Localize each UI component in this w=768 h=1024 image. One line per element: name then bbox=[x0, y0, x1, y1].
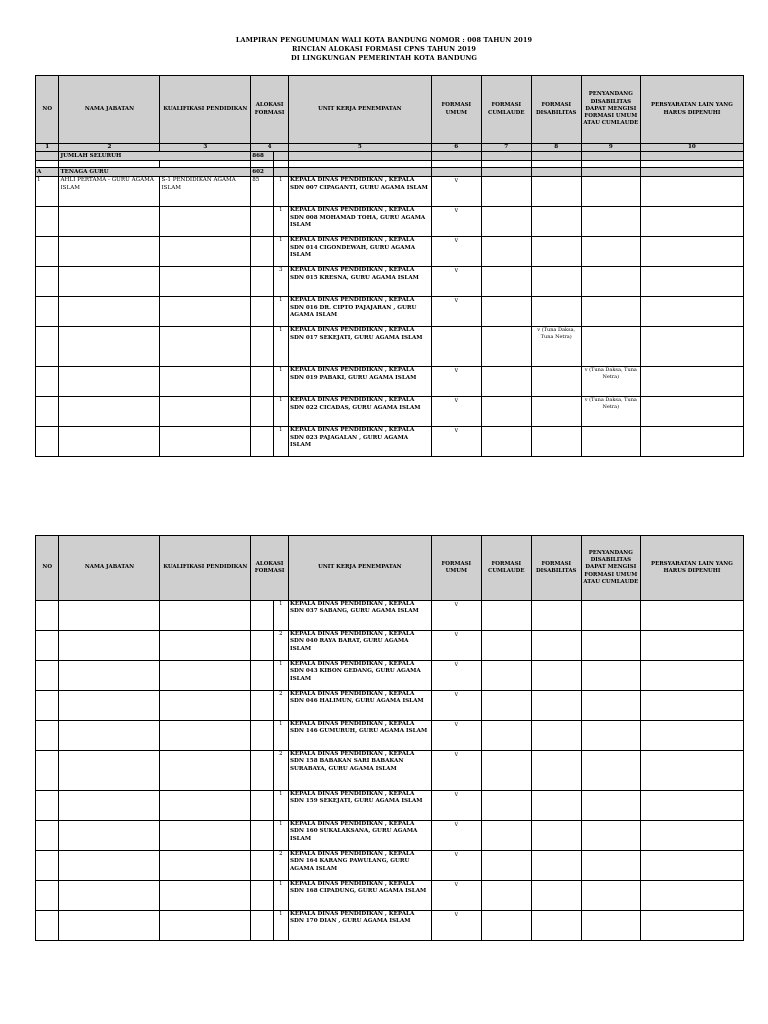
row-formasi-disabilitas bbox=[531, 267, 581, 297]
total-row bbox=[36, 152, 744, 161]
row-formasi-disabilitas bbox=[531, 751, 581, 791]
row-qualification bbox=[160, 427, 251, 457]
row-formasi-disabilitas bbox=[531, 631, 581, 661]
table-row bbox=[36, 237, 744, 267]
row-formasi-disabilitas bbox=[531, 911, 581, 941]
row-allocation bbox=[251, 821, 273, 851]
row-job-name bbox=[59, 911, 160, 941]
row-unit-kerja: KEPALA DINAS PENDIDIKAN , KEPALA SDN 170 DIAN , GURU AGAMA ISLAM bbox=[288, 911, 431, 941]
row-qualification bbox=[160, 297, 251, 327]
row-unit-kerja: KEPALA DINAS PENDIDIKAN , KEPALA SDN 146 GUMURUH, GURU AGAMA ISLAM bbox=[288, 721, 431, 751]
row-formasi-umum: v bbox=[431, 207, 481, 237]
row-formasi-umum: v bbox=[431, 721, 481, 751]
row-qualification bbox=[160, 631, 251, 661]
row-job-name bbox=[59, 791, 160, 821]
row-persyaratan bbox=[640, 327, 743, 367]
row-formasi-cumlaude bbox=[481, 327, 531, 367]
row-unit-kerja: KEPALA DINAS PENDIDIKAN , KEPALA SDN 046 HALIMUN, GURU AGAMA ISLAM bbox=[288, 691, 431, 721]
table-header-row bbox=[36, 536, 744, 601]
row-persyaratan bbox=[640, 397, 743, 427]
row-persyaratan bbox=[640, 721, 743, 751]
row-formasi-cumlaude bbox=[481, 791, 531, 821]
group-row bbox=[36, 168, 744, 177]
row-job-name bbox=[59, 751, 160, 791]
table-row bbox=[36, 601, 744, 631]
row-formasi-disabilitas bbox=[531, 207, 581, 237]
row-no bbox=[36, 631, 59, 661]
table-row bbox=[36, 367, 744, 397]
row-penyandang-disabilitas bbox=[581, 911, 640, 941]
row-formasi-umum: v bbox=[431, 297, 481, 327]
row-no bbox=[36, 397, 59, 427]
row-formasi-umum: v bbox=[431, 427, 481, 457]
row-formasi-disabilitas bbox=[531, 427, 581, 457]
row-qualification bbox=[160, 751, 251, 791]
row-job-name bbox=[59, 367, 160, 397]
formation-table-page-2 bbox=[35, 535, 744, 941]
row-persyaratan bbox=[640, 427, 743, 457]
col-header-alokasi: ALOKASI FORMASI bbox=[251, 536, 289, 601]
row-unit-kerja: KEPALA DINAS PENDIDIKAN , KEPALA SDN 007 CIPAGANTI, GURU AGAMA ISLAM bbox=[288, 177, 431, 207]
document-title-line-3: DI LINGKUNGAN PEMERINTAH KOTA BANDUNG bbox=[290, 54, 478, 62]
row-penyandang-disabilitas: v (Tuna Daksa, Tuna Netra) bbox=[581, 397, 640, 427]
col-header-formasi-umum: FORMASI UMUM bbox=[431, 76, 481, 144]
table-row bbox=[36, 267, 744, 297]
row-unit-kerja: KEPALA DINAS PENDIDIKAN , KEPALA SDN 014 CIGONDEWAH, GURU AGAMA ISLAM bbox=[288, 237, 431, 267]
row-unit-kerja: KEPALA DINAS PENDIDIKAN , KEPALA SDN 168 CIPADUNG, GURU AGAMA ISLAM bbox=[288, 881, 431, 911]
row-formasi-cumlaude bbox=[481, 721, 531, 751]
row-allocation bbox=[251, 791, 273, 821]
row-persyaratan bbox=[640, 177, 743, 207]
row-formasi-umum: v bbox=[431, 267, 481, 297]
col-header-formasi-disabilitas: FORMASI DISABILITAS bbox=[531, 76, 581, 144]
row-formasi-umum: v bbox=[431, 661, 481, 691]
row-job-name bbox=[59, 207, 160, 237]
column-number-row bbox=[36, 144, 744, 152]
row-formasi-cumlaude bbox=[481, 821, 531, 851]
table-row bbox=[36, 751, 744, 791]
row-formasi-cumlaude bbox=[481, 297, 531, 327]
row-formasi-umum: v bbox=[431, 367, 481, 397]
spacer-row bbox=[36, 161, 744, 168]
row-unit-kerja: KEPALA DINAS PENDIDIKAN , KEPALA SDN 043 KIBON GEDANG, GURU AGAMA ISLAM bbox=[288, 661, 431, 691]
table-header-row bbox=[36, 76, 744, 144]
total-value: 868 bbox=[251, 152, 273, 161]
row-allocation bbox=[251, 327, 273, 367]
table-row bbox=[36, 791, 744, 821]
row-allocation bbox=[251, 691, 273, 721]
row-allocation bbox=[251, 751, 273, 791]
row-unit-kerja: KEPALA DINAS PENDIDIKAN , KEPALA SDN 017 SEKEJATI, GURU AGAMA ISLAM bbox=[288, 327, 431, 367]
row-no: 1 bbox=[36, 177, 59, 207]
row-allocation bbox=[251, 207, 273, 237]
col-header-unit-kerja: UNIT KERJA PENEMPATAN bbox=[288, 76, 431, 144]
row-allocation bbox=[251, 631, 273, 661]
row-persyaratan bbox=[640, 661, 743, 691]
row-persyaratan bbox=[640, 911, 743, 941]
row-count: 1 bbox=[273, 427, 288, 457]
row-penyandang-disabilitas bbox=[581, 851, 640, 881]
row-formasi-disabilitas bbox=[531, 821, 581, 851]
col-number: 3 bbox=[160, 144, 251, 152]
col-header-no: NO bbox=[36, 536, 59, 601]
row-formasi-cumlaude bbox=[481, 267, 531, 297]
col-header-formasi-cumlaude: FORMASI CUMLAUDE bbox=[481, 76, 531, 144]
table-row bbox=[36, 691, 744, 721]
row-job-name bbox=[59, 691, 160, 721]
row-penyandang-disabilitas bbox=[581, 881, 640, 911]
row-qualification bbox=[160, 721, 251, 751]
table-row bbox=[36, 851, 744, 881]
row-formasi-cumlaude bbox=[481, 851, 531, 881]
table-row bbox=[36, 177, 744, 207]
row-job-name bbox=[59, 851, 160, 881]
row-qualification bbox=[160, 791, 251, 821]
col-number: 7 bbox=[481, 144, 531, 152]
table-row bbox=[36, 397, 744, 427]
row-formasi-umum: v bbox=[431, 177, 481, 207]
row-formasi-disabilitas bbox=[531, 237, 581, 267]
table-row bbox=[36, 207, 744, 237]
row-no bbox=[36, 691, 59, 721]
row-allocation bbox=[251, 267, 273, 297]
row-no bbox=[36, 427, 59, 457]
row-formasi-disabilitas bbox=[531, 177, 581, 207]
row-unit-kerja: KEPALA DINAS PENDIDIKAN , KEPALA SDN 159 SEKEJATI, GURU AGAMA ISLAM bbox=[288, 791, 431, 821]
row-allocation bbox=[251, 661, 273, 691]
row-job-name bbox=[59, 631, 160, 661]
row-formasi-cumlaude bbox=[481, 691, 531, 721]
row-qualification bbox=[160, 327, 251, 367]
row-formasi-disabilitas: v (Tuna Daksa, Tuna Netra) bbox=[531, 327, 581, 367]
row-penyandang-disabilitas bbox=[581, 661, 640, 691]
row-job-name bbox=[59, 721, 160, 751]
row-persyaratan bbox=[640, 851, 743, 881]
row-formasi-umum: v bbox=[431, 881, 481, 911]
table-row bbox=[36, 327, 744, 367]
row-job-name bbox=[59, 821, 160, 851]
row-persyaratan bbox=[640, 601, 743, 631]
row-penyandang-disabilitas bbox=[581, 327, 640, 367]
table-1-body bbox=[36, 177, 744, 457]
row-count: 1 bbox=[273, 661, 288, 691]
row-formasi-cumlaude bbox=[481, 397, 531, 427]
row-count: 1 bbox=[273, 601, 288, 631]
row-formasi-cumlaude bbox=[481, 237, 531, 267]
row-qualification bbox=[160, 601, 251, 631]
row-penyandang-disabilitas bbox=[581, 177, 640, 207]
row-job-name: AHLI PERTAMA - GURU AGAMA ISLAM bbox=[59, 177, 160, 207]
row-allocation bbox=[251, 297, 273, 327]
row-count: 1 bbox=[273, 911, 288, 941]
row-count: 1 bbox=[273, 327, 288, 367]
col-number: 8 bbox=[531, 144, 581, 152]
row-formasi-umum: v bbox=[431, 821, 481, 851]
col-number: 2 bbox=[59, 144, 160, 152]
row-no bbox=[36, 721, 59, 751]
row-job-name bbox=[59, 397, 160, 427]
row-formasi-umum: v bbox=[431, 751, 481, 791]
row-qualification bbox=[160, 207, 251, 237]
document-title-line-2: RINCIAN ALOKASI FORMASI CPNS TAHUN 2019 bbox=[292, 45, 476, 53]
row-persyaratan bbox=[640, 367, 743, 397]
row-persyaratan bbox=[640, 267, 743, 297]
row-unit-kerja: KEPALA DINAS PENDIDIKAN , KEPALA SDN 164 KARANG PAWULANG, GURU AGAMA ISLAM bbox=[288, 851, 431, 881]
row-count: 1 bbox=[273, 397, 288, 427]
col-header-formasi-disabilitas: FORMASI DISABILITAS bbox=[531, 536, 581, 601]
row-formasi-disabilitas bbox=[531, 661, 581, 691]
row-allocation bbox=[251, 397, 273, 427]
col-header-persyaratan: PERSYARATAN LAIN YANG HARUS DIPENUHI bbox=[640, 76, 743, 144]
row-formasi-disabilitas bbox=[531, 601, 581, 631]
col-number: 10 bbox=[640, 144, 743, 152]
table-row bbox=[36, 297, 744, 327]
col-header-penyandang-disabilitas: PENYANDANG DISABILITAS DAPAT MENGISI FORMASI UMUM ATAU CUMLAUDE bbox=[581, 536, 640, 601]
row-qualification bbox=[160, 881, 251, 911]
row-job-name bbox=[59, 237, 160, 267]
row-penyandang-disabilitas bbox=[581, 721, 640, 751]
row-formasi-umum: v bbox=[431, 601, 481, 631]
table-row bbox=[36, 911, 744, 941]
row-count: 1 bbox=[273, 721, 288, 751]
row-penyandang-disabilitas bbox=[581, 207, 640, 237]
group-value: 602 bbox=[251, 168, 273, 177]
row-allocation bbox=[251, 881, 273, 911]
row-formasi-cumlaude bbox=[481, 911, 531, 941]
row-allocation: 85 bbox=[251, 177, 273, 207]
row-allocation bbox=[251, 237, 273, 267]
row-qualification bbox=[160, 397, 251, 427]
row-qualification bbox=[160, 237, 251, 267]
row-persyaratan bbox=[640, 631, 743, 661]
row-formasi-cumlaude bbox=[481, 367, 531, 397]
row-job-name bbox=[59, 297, 160, 327]
row-penyandang-disabilitas bbox=[581, 237, 640, 267]
row-qualification bbox=[160, 661, 251, 691]
document-title-line-1: LAMPIRAN PENGUMUMAN WALI KOTA BANDUNG NOMOR : 008 TAHUN 2019 bbox=[235, 36, 533, 44]
row-no bbox=[36, 207, 59, 237]
row-persyaratan bbox=[640, 297, 743, 327]
row-unit-kerja: KEPALA DINAS PENDIDIKAN , KEPALA SDN 019 PABAKI, GURU AGAMA ISLAM bbox=[288, 367, 431, 397]
row-penyandang-disabilitas bbox=[581, 751, 640, 791]
row-persyaratan bbox=[640, 791, 743, 821]
row-persyaratan bbox=[640, 237, 743, 267]
formation-table-page-1 bbox=[35, 75, 744, 457]
row-allocation bbox=[251, 427, 273, 457]
row-penyandang-disabilitas bbox=[581, 601, 640, 631]
row-penyandang-disabilitas: v (Tuna Daksa, Tuna Netra) bbox=[581, 367, 640, 397]
row-penyandang-disabilitas bbox=[581, 297, 640, 327]
row-formasi-disabilitas bbox=[531, 881, 581, 911]
row-formasi-umum: v bbox=[431, 631, 481, 661]
row-count: 1 bbox=[273, 367, 288, 397]
col-number: 4 bbox=[251, 144, 289, 152]
row-formasi-umum: v bbox=[431, 791, 481, 821]
row-job-name bbox=[59, 427, 160, 457]
row-formasi-umum: v bbox=[431, 691, 481, 721]
table-2-body bbox=[36, 601, 744, 941]
row-qualification bbox=[160, 691, 251, 721]
row-formasi-disabilitas bbox=[531, 791, 581, 821]
row-count: 1 bbox=[273, 237, 288, 267]
row-no bbox=[36, 881, 59, 911]
row-allocation bbox=[251, 721, 273, 751]
row-formasi-disabilitas bbox=[531, 691, 581, 721]
row-qualification bbox=[160, 911, 251, 941]
row-formasi-umum: v bbox=[431, 851, 481, 881]
group-label: TENAGA GURU bbox=[59, 168, 251, 177]
row-allocation bbox=[251, 851, 273, 881]
row-no bbox=[36, 327, 59, 367]
row-no bbox=[36, 911, 59, 941]
row-formasi-umum bbox=[431, 327, 481, 367]
row-formasi-umum: v bbox=[431, 237, 481, 267]
row-unit-kerja: KEPALA DINAS PENDIDIKAN , KEPALA SDN 022 CICADAS, GURU AGAMA ISLAM bbox=[288, 397, 431, 427]
row-no bbox=[36, 661, 59, 691]
row-no bbox=[36, 267, 59, 297]
row-allocation bbox=[251, 601, 273, 631]
row-no bbox=[36, 297, 59, 327]
group-letter: A bbox=[36, 168, 59, 177]
row-count: 1 bbox=[273, 177, 288, 207]
table-row bbox=[36, 721, 744, 751]
row-formasi-cumlaude bbox=[481, 631, 531, 661]
table-row bbox=[36, 881, 744, 911]
col-header-penyandang-disabilitas: PENYANDANG DISABILITAS DAPAT MENGISI FORMASI UMUM ATAU CUMLAUDE bbox=[581, 76, 640, 144]
row-qualification bbox=[160, 267, 251, 297]
row-unit-kerja: KEPALA DINAS PENDIDIKAN , KEPALA SDN 158 BABAKAN SARI BABAKAN SURABAYA, GURU AGAMA ISLAM bbox=[288, 751, 431, 791]
row-unit-kerja: KEPALA DINAS PENDIDIKAN , KEPALA SDN 015 KRESNA, GURU AGAMA ISLAM bbox=[288, 267, 431, 297]
row-job-name bbox=[59, 881, 160, 911]
row-formasi-disabilitas bbox=[531, 297, 581, 327]
row-job-name bbox=[59, 661, 160, 691]
row-count: 2 bbox=[273, 691, 288, 721]
row-formasi-umum: v bbox=[431, 911, 481, 941]
total-label: JUMLAH SELURUH bbox=[59, 152, 251, 161]
table-row bbox=[36, 661, 744, 691]
row-no bbox=[36, 237, 59, 267]
col-header-no: NO bbox=[36, 76, 59, 144]
row-unit-kerja: KEPALA DINAS PENDIDIKAN , KEPALA SDN 040 RAYA BARAT, GURU AGAMA ISLAM bbox=[288, 631, 431, 661]
table-row bbox=[36, 427, 744, 457]
row-no bbox=[36, 821, 59, 851]
col-number: 1 bbox=[36, 144, 59, 152]
row-no bbox=[36, 751, 59, 791]
table-row bbox=[36, 631, 744, 661]
row-formasi-disabilitas bbox=[531, 367, 581, 397]
col-number: 9 bbox=[581, 144, 640, 152]
table-row bbox=[36, 821, 744, 851]
row-qualification bbox=[160, 821, 251, 851]
row-count: 1 bbox=[273, 821, 288, 851]
row-penyandang-disabilitas bbox=[581, 427, 640, 457]
col-header-formasi-cumlaude: FORMASI CUMLAUDE bbox=[481, 536, 531, 601]
col-header-kualifikasi: KUALIFIKASI PENDIDIKAN bbox=[160, 76, 251, 144]
row-job-name bbox=[59, 327, 160, 367]
col-number: 5 bbox=[288, 144, 431, 152]
row-persyaratan bbox=[640, 821, 743, 851]
row-formasi-cumlaude bbox=[481, 207, 531, 237]
col-header-formasi-umum: FORMASI UMUM bbox=[431, 536, 481, 601]
row-unit-kerja: KEPALA DINAS PENDIDIKAN , KEPALA SDN 037 SABANG, GURU AGAMA ISLAM bbox=[288, 601, 431, 631]
row-persyaratan bbox=[640, 691, 743, 721]
row-penyandang-disabilitas bbox=[581, 791, 640, 821]
row-formasi-cumlaude bbox=[481, 751, 531, 791]
col-header-nama-jabatan: NAMA JABATAN bbox=[59, 76, 160, 144]
row-no bbox=[36, 791, 59, 821]
col-header-kualifikasi: KUALIFIKASI PENDIDIKAN bbox=[160, 536, 251, 601]
row-penyandang-disabilitas bbox=[581, 821, 640, 851]
row-unit-kerja: KEPALA DINAS PENDIDIKAN , KEPALA SDN 160 SUKALAKSANA, GURU AGAMA ISLAM bbox=[288, 821, 431, 851]
row-count: 1 bbox=[273, 297, 288, 327]
row-penyandang-disabilitas bbox=[581, 691, 640, 721]
row-qualification bbox=[160, 851, 251, 881]
row-no bbox=[36, 601, 59, 631]
col-number: 6 bbox=[431, 144, 481, 152]
row-count: 3 bbox=[273, 267, 288, 297]
col-header-persyaratan: PERSYARATAN LAIN YANG HARUS DIPENUHI bbox=[640, 536, 743, 601]
row-count: 2 bbox=[273, 751, 288, 791]
row-qualification: S-1 PENDIDIKAN AGAMA ISLAM bbox=[160, 177, 251, 207]
row-unit-kerja: KEPALA DINAS PENDIDIKAN , KEPALA SDN 016 DR. CIPTO PAJAJARAN , GURU AGAMA ISLAM bbox=[288, 297, 431, 327]
row-formasi-disabilitas bbox=[531, 851, 581, 881]
row-unit-kerja: KEPALA DINAS PENDIDIKAN , KEPALA SDN 008 MOHAMAD TOHA, GURU AGAMA ISLAM bbox=[288, 207, 431, 237]
row-qualification bbox=[160, 367, 251, 397]
row-persyaratan bbox=[640, 751, 743, 791]
row-no bbox=[36, 367, 59, 397]
row-formasi-cumlaude bbox=[481, 661, 531, 691]
row-count: 1 bbox=[273, 207, 288, 237]
row-count: 1 bbox=[273, 881, 288, 911]
row-penyandang-disabilitas bbox=[581, 631, 640, 661]
row-formasi-disabilitas bbox=[531, 721, 581, 751]
row-allocation bbox=[251, 367, 273, 397]
row-formasi-cumlaude bbox=[481, 601, 531, 631]
row-persyaratan bbox=[640, 207, 743, 237]
col-header-unit-kerja: UNIT KERJA PENEMPATAN bbox=[288, 536, 431, 601]
row-persyaratan bbox=[640, 881, 743, 911]
row-formasi-umum: v bbox=[431, 397, 481, 427]
col-header-nama-jabatan: NAMA JABATAN bbox=[59, 536, 160, 601]
row-count: 1 bbox=[273, 791, 288, 821]
row-count: 2 bbox=[273, 851, 288, 881]
row-unit-kerja: KEPALA DINAS PENDIDIKAN , KEPALA SDN 023 PAJAGALAN , GURU AGAMA ISLAM bbox=[288, 427, 431, 457]
row-penyandang-disabilitas bbox=[581, 267, 640, 297]
row-formasi-disabilitas bbox=[531, 397, 581, 427]
col-header-alokasi: ALOKASI FORMASI bbox=[251, 76, 289, 144]
row-formasi-cumlaude bbox=[481, 881, 531, 911]
row-formasi-cumlaude bbox=[481, 427, 531, 457]
row-job-name bbox=[59, 601, 160, 631]
row-no bbox=[36, 851, 59, 881]
row-count: 2 bbox=[273, 631, 288, 661]
row-formasi-cumlaude bbox=[481, 177, 531, 207]
row-job-name bbox=[59, 267, 160, 297]
row-allocation bbox=[251, 911, 273, 941]
